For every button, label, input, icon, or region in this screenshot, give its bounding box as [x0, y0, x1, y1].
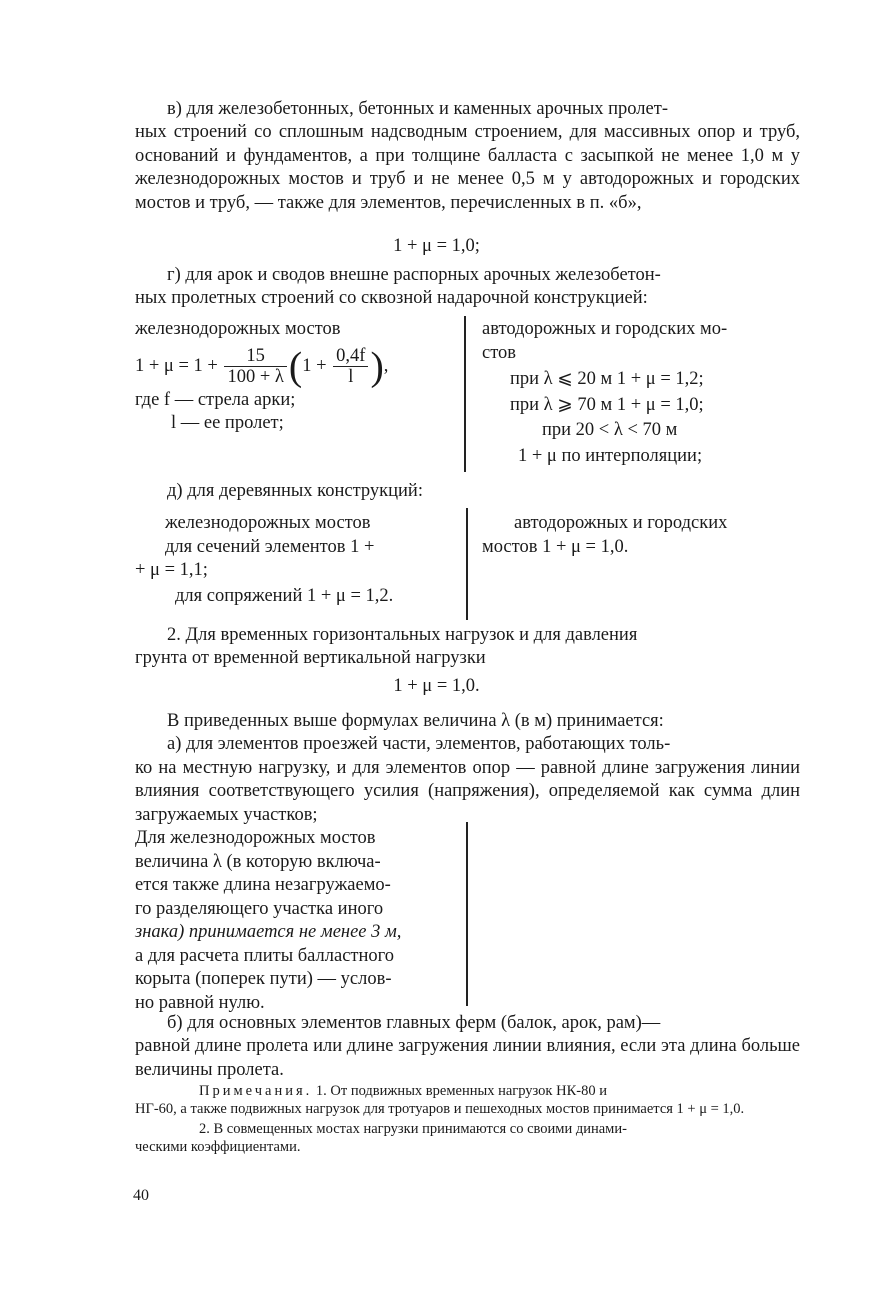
arch-right-line: при λ ⩽ 20 м 1 + μ = 1,2; [510, 369, 704, 389]
paragraph-b [135, 1012, 800, 1082]
column-divider [464, 316, 466, 472]
paragraph-v-text: ных строений со сплошным надсводным строением, для массивных опор и труб, оснований и фундаментов, а при толщине балласта с засыпкой не менее 1,0 м у железнодорожных мостов и труб и не менее 0,5 м у автодорожных и городских мостов и труб, — также для элементов, перечисленных в п. «б», [135, 122, 800, 213]
arch-formula: 1 + μ = 1 + $\frac{15}{100 + \lambda}$ (1 + $\frac{0,4f}{l}$ ), [135, 343, 389, 388]
arch-inner-denominator: l [348, 366, 354, 387]
rail-note-line: знака) принимается не менее 3 м, [135, 922, 402, 942]
arch-right-line: 1 + μ по интерполяции; [518, 445, 703, 466]
arch-inner-lhs: 1 + [302, 355, 327, 376]
rail-note-line: ется также длина незагружаемо- [135, 875, 391, 895]
arch-fraction-numerator: 15 [224, 346, 286, 367]
wood-left-line: железнодорожных мостов [165, 513, 371, 533]
column-divider [466, 508, 468, 620]
notes-label: Примечания. [199, 1083, 313, 1099]
arch-fraction [224, 346, 286, 387]
arch-where-l: l — ее пролет; [171, 413, 284, 433]
paragraph-lambda [135, 710, 800, 827]
arch-inner-numerator: 0,4f [333, 346, 368, 367]
rail-note-line: а для расчета плиты балластного [135, 945, 395, 966]
right-paren: ) [370, 343, 384, 388]
formula-mu-2: 1 + μ = 1,0. [393, 676, 480, 696]
arch-right-line: при λ ⩾ 70 м 1 + μ = 1,0; [510, 394, 704, 415]
paragraph-d [135, 480, 800, 503]
arch-right-line: при 20 < λ < 70 м [542, 420, 678, 440]
left-paren: ( [288, 343, 303, 388]
wood-left-line: для сечений элементов 1 + [165, 536, 375, 557]
note-1-first: 1. От подвижных временных нагрузок НК-80 и [315, 1083, 607, 1099]
formula-mu-1: 1 + μ = 1,0; [393, 236, 480, 256]
arch-left-header: железнодорожных мостов [135, 319, 341, 339]
rail-note-line: Для железнодорожных мостов [135, 828, 376, 848]
paragraph-2-text: грунта от временной вертикальной нагрузки [135, 648, 486, 669]
page-number: 40 [133, 1187, 149, 1204]
rail-note-line: корыта (поперек пути) — услов- [135, 969, 392, 989]
arch-where-f: где f — стрела арки; [135, 389, 296, 410]
arch-right-column [482, 318, 802, 468]
arch-right-line: автодорожных и городских мо- [482, 319, 728, 339]
rail-note-line: величина λ (в которую включа- [135, 851, 381, 872]
paragraph-g-text: ных пролетных строений со сквозной надарочной конструкцией: [135, 288, 648, 309]
arch-right-line: стов [482, 342, 517, 363]
wood-left-line: для сопряжений 1 + μ = 1,2. [175, 585, 394, 606]
rail-note-rule [466, 822, 468, 1006]
paragraph-g [135, 264, 800, 311]
arch-inner-fraction [333, 346, 368, 387]
wood-right-column [482, 512, 802, 559]
wood-left-column [135, 512, 455, 608]
note-1-text: НГ-60, а также подвижных нагрузок для тротуаров и пешеходных мостов принимается 1 + μ = 1,0. [135, 1101, 745, 1117]
rail-note [135, 827, 457, 1015]
note-2-first-line: 2. В совмещенных мостах нагрузки принимаются со своими динами- [199, 1121, 627, 1137]
paragraph-a-text: ко на местную нагрузку, и для элементов опор — равной длине загружения линии влияния соответствующего усилия (напряжения), определяемой как сумма длин загружаемых участков; [135, 757, 800, 825]
paragraph-v [135, 98, 800, 215]
paragraph-g-first-line: г) для арок и сводов внешне распорных арочных железобетон- [167, 265, 661, 285]
wood-left-line: + μ = 1,1; [135, 560, 208, 580]
note-1-first-line [135, 1082, 800, 1100]
wood-right-line: мостов 1 + μ = 1,0. [482, 536, 629, 557]
arch-fraction-denominator: 100 + λ [227, 366, 284, 387]
paragraph-b-text: равной длине пролета или длине загружения линии влияния, если эта длина больше величины пролета. [135, 1036, 800, 1080]
paragraph-b-first-line: б) для основных элементов главных ферм (балок, арок, рам)— [167, 1013, 661, 1033]
arch-formula-lhs: 1 + μ = 1 + [135, 355, 218, 376]
paragraph-d-line: д) для деревянных конструкций: [167, 481, 423, 501]
note-2-text: ческими коэффициентами. [135, 1139, 301, 1155]
wood-right-line: автодорожных и городских [514, 513, 728, 533]
arch-left-column [135, 318, 455, 436]
paragraph-v-first-line: в) для железобетонных, бетонных и каменных арочных пролет- [167, 99, 668, 119]
paragraph-2 [135, 624, 800, 671]
paragraph-lambda-first-line: В приведенных выше формулах величина λ (в м) принимается: [167, 711, 664, 731]
paragraph-a-first-line: а) для элементов проезжей части, элементов, работающих толь- [167, 734, 671, 755]
rail-note-line: но равной нулю. [135, 992, 265, 1013]
rail-note-line: го разделяющего участка иного [135, 898, 384, 919]
notes [135, 1082, 800, 1156]
paragraph-2-first-line: 2. Для временных горизонтальных нагрузок и для давления [167, 625, 638, 645]
